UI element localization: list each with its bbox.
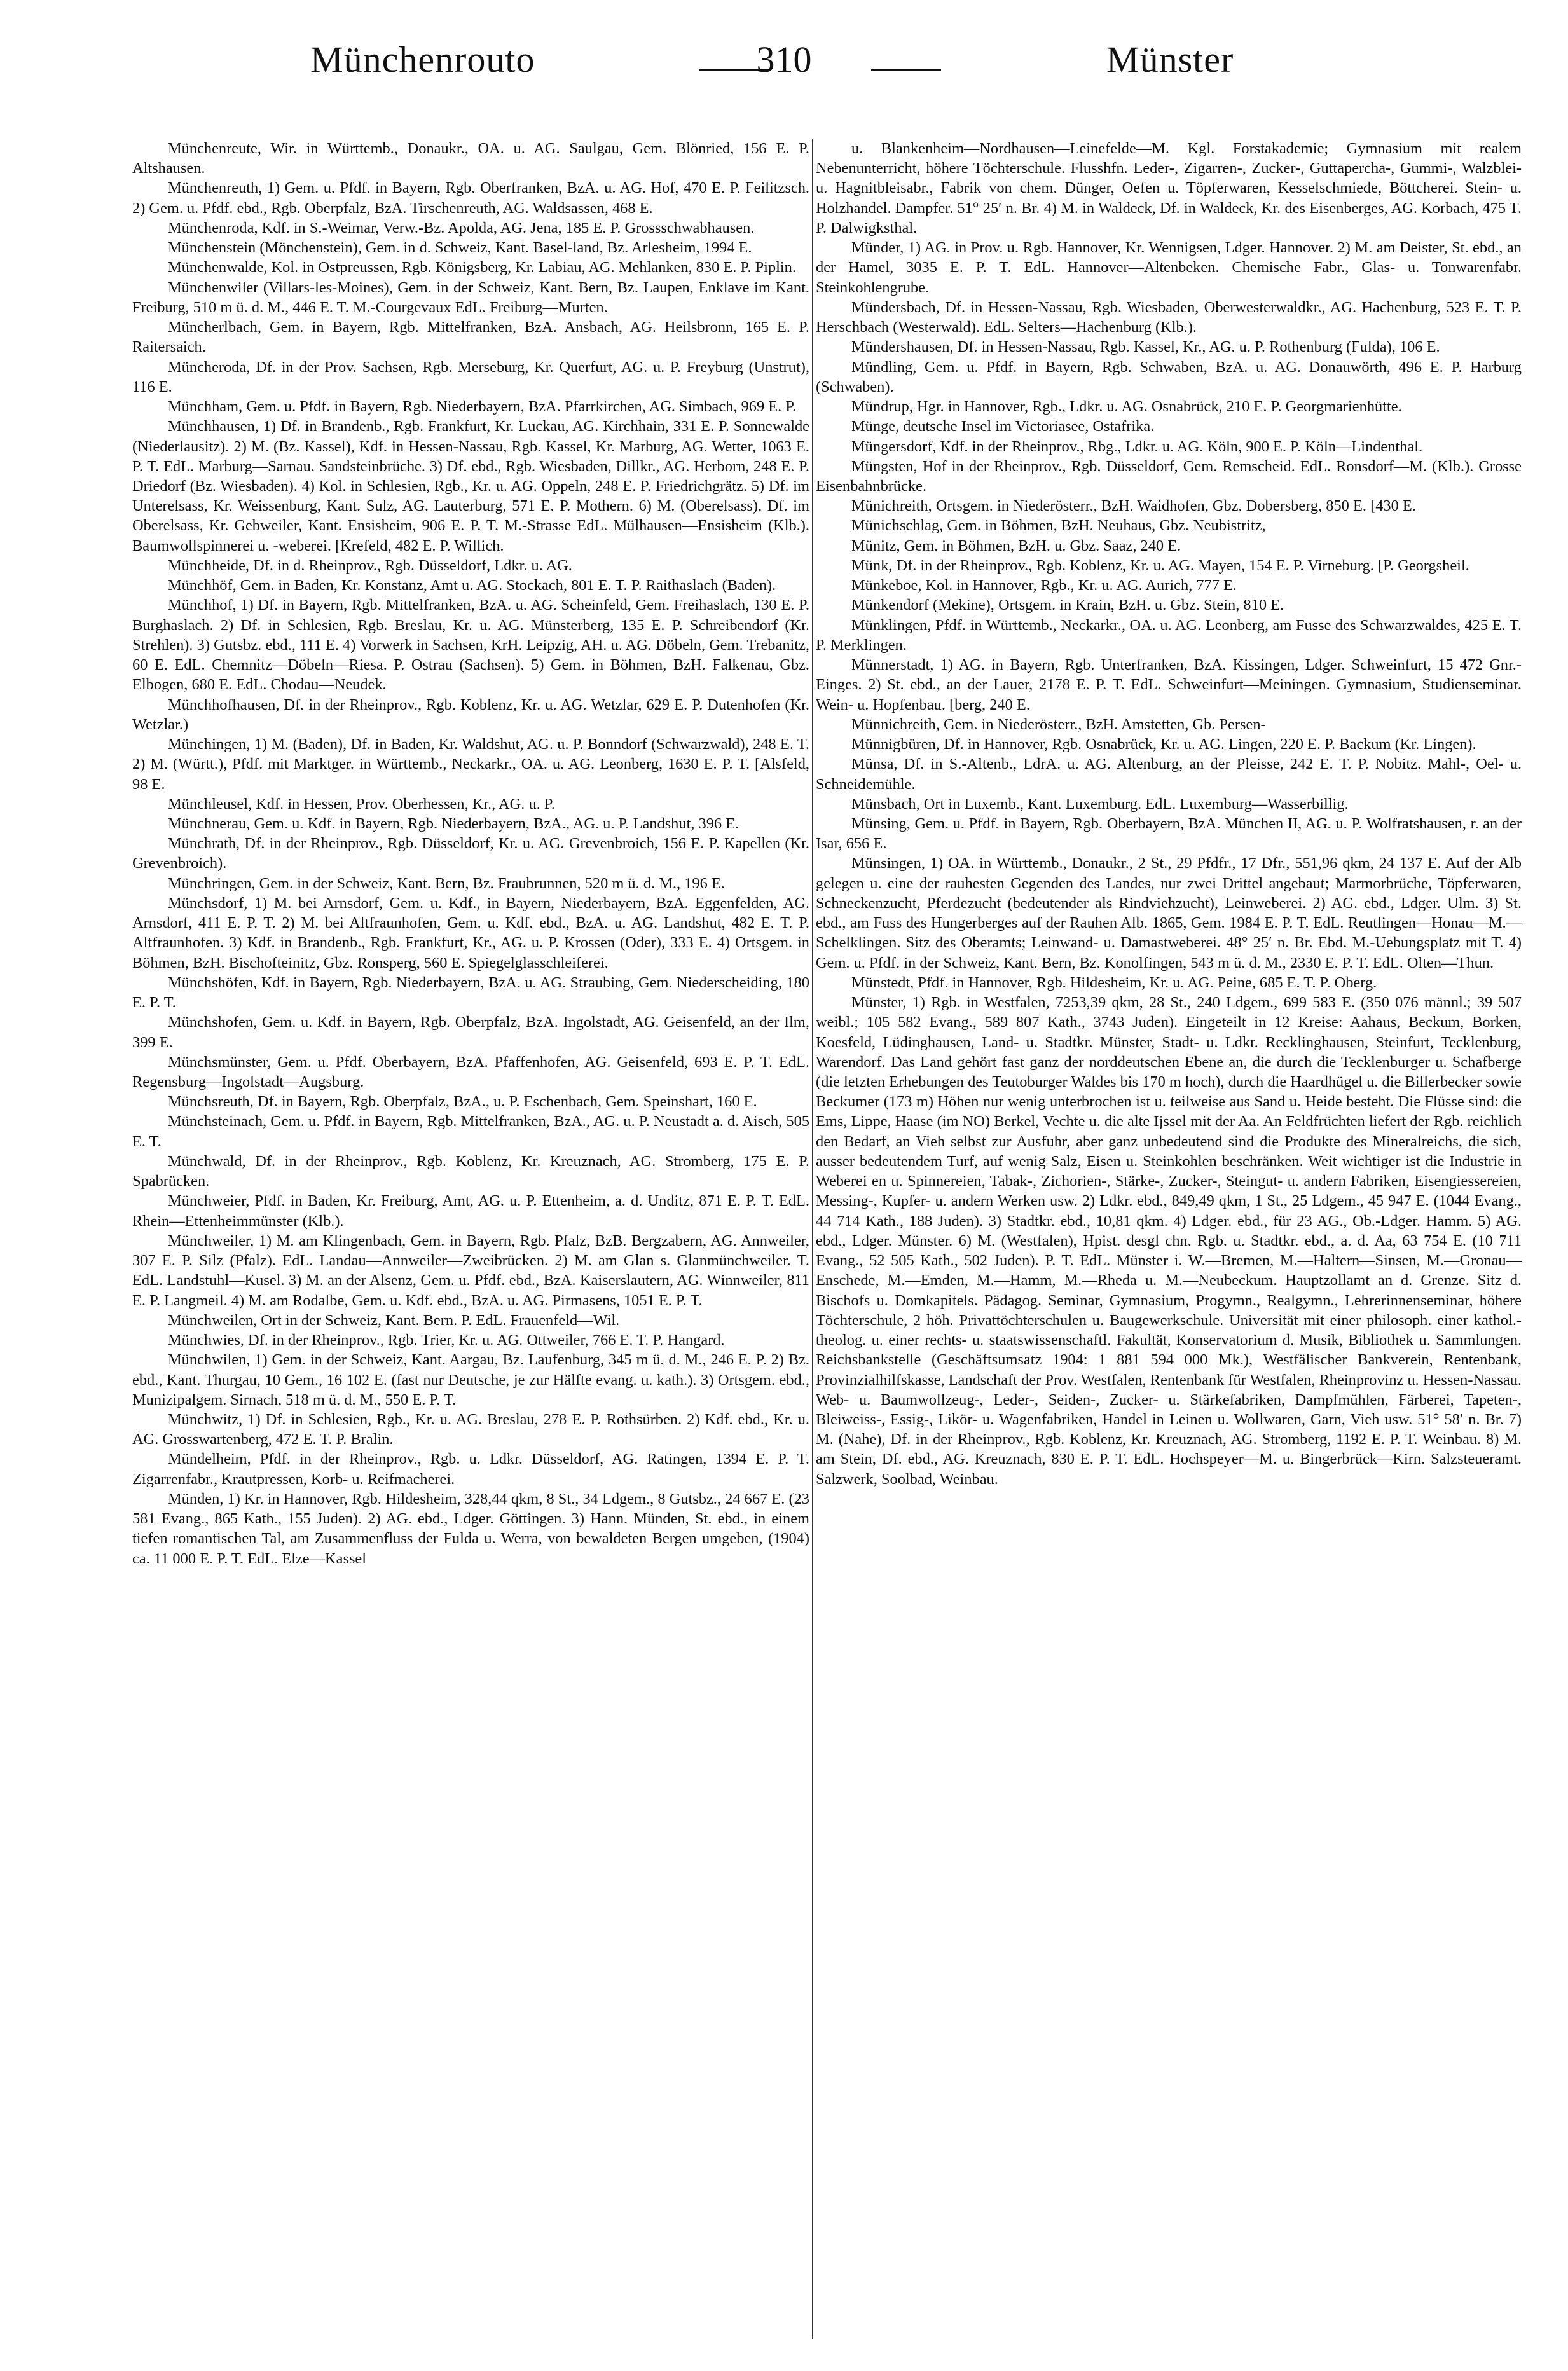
dictionary-entry: Münster, 1) Rgb. in Westfalen, 7253,39 qkm, 28 St., 240 Ldgem., 699 583 E. (350 076 männl.; 39 507 weibl.; 105 582 Evang., 589 807 Kath., 3743 Juden). Eingeteilt in 12 Kreise: Aahaus, Beckum, Borken, Koesfeld, Lüdinghausen, Land- u. Stadtkr. Münster, Stadt- u. Ldkr. Recklinghausen, Steinfurt, Tecklenburg, Warendorf. Das Land gehört fast ganz der norddeutschen Ebene an, die durch die Tecklenburger u. Schafberge (die letzten Erhebungen des Teutoburger Waldes bis 170 m hoch), durch die Haardhügel u. die Billerbecker sowie Beckumer (173 m) Höhen nur wenig unterbrochen ist u. teilweise aus Sand u. Heide besteht. Die Flüsse sind: die Ems, Lippe, Haase (im NO) Berkel, Vechte u. die alte Ijssel mit der Aa. An Feldfrüchten liefert der Rgb. reichlich den Bedarf, an Vieh selbst zur Ausfuhr, aber ganz unbedeutend sind die Produkte des Mineralreichs, die sich, ausser bedeutendem Turf, auf wenig Salz, Eisen u. Steinkohlen beschränken. Weit wichtiger ist die Industrie in Weberei en u. Spinnereien, Tabak-, Zichorien-, Stärke-, Zucker-, Steingut- u. andern Fabriken, Eisengiessereien, Messing-, Kupfer- u. andern Werken usw. 2) Ldkr. ebd., 849,49 qkm, 1 St., 25 Ldgem., 45 947 E. (1044 Evang., 44 714 Kath., 188 Juden). 3) Stadtkr. ebd., 10,81 qkm. 4) Ldger. ebd., für 23 AG., Ob.-Ldger. Hamm. 5) AG. ebd., Ldger. Münster. 6) M. (Westfalen), Hpist. desgl chn. Rgb. u. Stadtkr. ebd., a. d. Aa, 63 754 E. (10 711 Evang., 52 505 Kath., 502 Juden). P. T. EdL. Münster i. W.—Bremen, M.—Haltern—Sinsen, M.—Gronau—Enschede, M.—Emden, M.—Hamm, M.—Rheda u. M.—Neubeckum. Hauptzollamt an d. Grenze. Sitz d. Bischofs u. Domkapitels. Pädagog. Seminar, Gymnasium, Progymn., Realgymn., Lehrerinnenseminar, höhere Töchterschule, 2 höh. Privattöchterschulen u. Baugewerkschule. Universität mit einer philosoph. einer kathol.-theolog. u. einer rechts- u. staatswissenschaftl. Fakultät, Konservatorium d. Musik, Bibliothek u. Sammlungen. Reichsbankstelle (Geschäftsumsatz 1904: 1 881 594 000 Mk.), Westfälischer Bankverein, Rentenbank, Provinzialhilfskasse, Landschaft der Prov. Westfalen, Rentenbank für Westfalen, Rheinprovinz u. Hessen-Nassau. Web- u. Baumwollzeug-, Leder-, Seiden-, Zucker- u. Stärkefabriken, Dampfmühlen, Färberei, Tapeten-, Bleiweiss-, Essig-, Likör- u. Wagenfabriken, Handel in Leinen u. Wollwaren, Garn, Vieh usw. 51° 58′ n. Br. 7) M. (Nahe), Df. in der Rheinprov., Rgb. Koblenz, Kr. Kreuznach, AG. Stromberg, 1192 E. P. T. Weinbau. 8) M. am Stein, Df. ebd., AG. Kreuznach, 830 E. P. T. EdL. Hochspeyer—M. u. Bingerbrück—Kirn. Salzsteueramt. Salzwerk, Soolbad, Weinbau. xyxy=(816,994,1522,1488)
dictionary-entry: Münchweilen, Ort in der Schweiz, Kant. Bern. P. EdL. Frauenfeld—Wil. xyxy=(168,1311,620,1329)
dictionary-entry: Münchenreute, Wir. in Württemb., Donaukr., OA. u. AG. Saulgau, Gem. Blönried, 156 E. P. Altshausen. xyxy=(132,140,809,177)
dictionary-entry: Münsbach, Ort in Luxemb., Kant. Luxemburg. EdL. Luxemburg—Wasserbillig. xyxy=(851,795,1349,813)
dictionary-entry: Münchwitz, 1) Df. in Schlesien, Rgb., Kr. u. AG. Breslau, 278 E. P. Rothsürben. 2) Kdf. ebd., Kr. u. AG. Grosswartenberg, 472 E. T. P. Bralin. xyxy=(132,1411,809,1448)
dictionary-entry: Münchwies, Df. in der Rheinprov., Rgb. Trier, Kr. u. AG. Ottweiler, 766 E. T. P. Hangard. xyxy=(168,1331,725,1349)
dictionary-entry: u. Blankenheim—Nordhausen—Leinefelde—M. Kgl. Forstakademie; Gymnasium mit realem Nebenunterricht, höhere Töchterschule. Flusshfn. Leder-, Zigarren-, Zucker-, Guttapercha-, Gummi-, Walzblei- u. Hagnitbleisabr., Fabrik von chem. Dünger, Oefen u. Töpferwaren, Kesselschmiede, Böttcherei. Stein- u. Holzhandel. Dampfer. 51° 25′ n. Br. 4) M. in Waldeck, Df. in Waldeck, Kr. des Eisenberges, AG. Korbach, 475 T. P. Dalwigksthal. xyxy=(816,140,1522,237)
dictionary-entry: Münnerstadt, 1) AG. in Bayern, Rgb. Unterfranken, BzA. Kissingen, Ldger. Schweinfurt, 15 472 Gnr.-Einges. 2) St. ebd., an der Lauer, 2178 E. P. T. EdL. Schweinfurt—Meiningen. Gymnasium, Studienseminar. Wein- u. Hopfenbau. [berg, 240 E. xyxy=(816,656,1522,713)
header-left-keyword: Münchenrouto xyxy=(310,39,535,80)
dictionary-entry: Münklingen, Pfdf. in Württemb., Neckarkr., OA. u. AG. Leonberg, am Fusse des Schwarzwaldes, 425 E. T. P. Merklingen. xyxy=(816,616,1522,654)
dictionary-entry: Mündersbach, Df. in Hessen-Nassau, Rgb. Wiesbaden, Oberwesterwaldkr., AG. Hachenburg, 523 E. T. P. Herschbach (Westerwald). EdL. Selters—Hachenburg (Klb.). xyxy=(816,298,1522,336)
dictionary-entry: Münk, Df. in der Rheinprov., Rgb. Koblenz, Kr. u. AG. Mayen, 154 E. P. Virneburg. [P. Georgsheil. xyxy=(851,556,1469,574)
dictionary-entry: Münkendorf (Mekine), Ortsgem. in Krain, BzH. u. Gbz. Stein, 810 E. xyxy=(851,596,1284,614)
dictionary-entry: Münchingen, 1) M. (Baden), Df. in Baden, Kr. Waldshut, AG. u. P. Bonndorf (Schwarzwald), 248 E. T. 2) M. (Württ.), Pfdf. mit Marktger. in Württemb., Neckarkr., OA. u. AG. Leonberg, 1630 E. P. T. [Alsfeld, 98 E. xyxy=(132,736,809,793)
dictionary-entry: Münchenreuth, 1) Gem. u. Pfdf. in Bayern, Rgb. Oberfranken, BzA. u. AG. Hof, 470 E. P. Feilitzsch. 2) Gem. u. Pfdf. ebd., Rgb. Oberpfalz, BzA. Tirschenreuth, AG. Waldsassen, 468 E. xyxy=(132,179,809,217)
dictionary-entry: Münsa, Df. in S.-Altenb., LdrA. u. AG. Altenburg, an der Pleisse, 242 E. T. P. Nobitz. Mahl-, Oel- u. Schneidemühle. xyxy=(816,755,1522,793)
dictionary-entry: Münchweier, Pfdf. in Baden, Kr. Freiburg, Amt, AG. u. P. Ettenheim, a. d. Unditz, 871 E. P. T. EdL. Rhein—Ettenheimmünster (Klb.). xyxy=(132,1192,809,1230)
dictionary-entry: Münchenwalde, Kol. in Ostpreussen, Rgb. Königsberg, Kr. Labiau, AG. Mehlanken, 830 E. P. Piplin. xyxy=(168,259,796,277)
dictionary-entry: Münge, deutsche Insel im Victoriasee, Ostafrika. xyxy=(851,418,1155,436)
column-divider xyxy=(812,139,813,2339)
dictionary-entry: Münnigbüren, Df. in Hannover, Rgb. Osnabrück, Kr. u. AG. Lingen, 220 E. P. Backum (Kr. Lingen). xyxy=(851,736,1476,753)
dictionary-entry: Münchhöf, Gem. in Baden, Kr. Konstanz, Amt u. AG. Stockach, 801 E. T. P. Raithaslach (Baden). xyxy=(168,577,776,594)
right-column xyxy=(816,139,1522,2345)
dictionary-entry: Münkeboe, Kol. in Hannover, Rgb., Kr. u. AG. Aurich, 777 E. xyxy=(851,577,1237,594)
header-right-keyword: Münster xyxy=(1106,39,1234,80)
dictionary-entry: Müngersdorf, Kdf. in der Rheinprov., Rbg., Ldkr. u. AG. Köln, 900 E. P. Köln—Lindenthal. xyxy=(851,437,1423,455)
page-number: 310 xyxy=(756,39,812,80)
dictionary-entry: Münsing, Gem. u. Pfdf. in Bayern, Rgb. Oberbayern, BzA. München II, AG. u. P. Wolfratshausen, r. an der Isar, 656 E. xyxy=(816,814,1522,853)
dictionary-entry: Münchhausen, 1) Df. in Brandenb., Rgb. Frankfurt, Kr. Luckau, AG. Kirchhain, 331 E. P. Sonnewalde (Niederlausitz). 2) M. (Bz. Kassel), Kdf. in Hessen-Nassau, Rgb. Kassel, Kr. Marburg, AG. Wetter, 1063 E. P. T. EdL. Marburg—Sarnau. Sandsteinbrüche. 3) Df. ebd., Rgb. Wiesbaden, Dillkr., AG. Herborn, 248 E. P. Driedorf (Bz. Wiesbaden). 4) Kol. in Schlesien, Rgb., Kr. u. AG. Oppeln, 248 E. P. Friedrichgrätz. 5) Df. im Unterelsass, Kr. Weissenburg, Kant. Sulz, AG. Lauterburg, 571 E. P. Mothern. 6) M. (Oberelsass), Df. im Oberelsass, Kr. Gebweiler, Kant. Ensisheim, 906 E. P. T. M.-Strasse EdL. Mülhausen—Ensisheim (Klb.). Baumwollspinnerei u. -weberei. [Krefeld, 482 E. P. Willich. xyxy=(132,418,809,554)
page-header xyxy=(0,38,1568,108)
dictionary-entry: Mündling, Gem. u. Pfdf. in Bayern, Rgb. Schwaben, BzA. u. AG. Donauwörth, 496 E. P. Harburg (Schwaben). xyxy=(816,358,1522,395)
dictionary-entry: Münchleusel, Kdf. in Hessen, Prov. Oberhessen, Kr., AG. u. P. xyxy=(168,795,555,813)
dictionary-entry: Münchringen, Gem. in der Schweiz, Kant. Bern, Bz. Fraubrunnen, 520 m ü. d. M., 196 E. xyxy=(168,874,725,892)
dictionary-entry: Münichschlag, Gem. in Böhmen, BzH. Neuhaus, Gbz. Neubistritz, xyxy=(851,517,1266,535)
dictionary-entry: Münstedt, Pfdf. in Hannover, Rgb. Hildesheim, Kr. u. AG. Peine, 685 E. T. P. Oberg. xyxy=(851,973,1377,991)
dictionary-entry: Münchenstein (Mönchenstein), Gem. in d. Schweiz, Kant. Basel-land, Bz. Arlesheim, 1994 E. xyxy=(168,239,752,257)
dictionary-entry: Münitz, Gem. in Böhmen, BzH. u. Gbz. Saaz, 240 E. xyxy=(851,537,1181,554)
header-dash-right xyxy=(871,69,941,71)
dictionary-entry: Münchhof, 1) Df. in Bayern, Rgb. Mittelfranken, BzA. u. AG. Scheinfeld, Gem. Freihaslach, 130 E. P. Burghaslach. 2) Df. in Schlesien, Rgb. Breslau, Kr. u. AG. Münsterberg, 135 E. P. Schreibendorf (Kr. Strehlen). 3) Gutsbz. ebd., 111 E. 4) Vorwerk in Sachsen, KrH. Leipzig, AH. u. AG. Döbeln, Gem. Trebanitz, 60 E. EdL. Chemnitz—Döbeln—Riesa. P. Ostrau (Sachsen). 5) Gem. in Böhmen, BzH. Falkenau, Gbz. Elbogen, 680 E. EdL. Chodau—Neudek. xyxy=(132,596,809,694)
dictionary-entry: Münichreith, Ortsgem. in Niederösterr., BzH. Waidhofen, Gbz. Dobersberg, 850 E. [430 E. xyxy=(851,497,1416,515)
dictionary-entry: Mündelheim, Pfdf. in der Rheinprov., Rgb. u. Ldkr. Düsseldorf, AG. Ratingen, 1394 E. P. T. Zigarrenfabr., Krautpressen, Korb- u. Reifmacherei. xyxy=(132,1450,809,1488)
dictionary-entry: Münchwilen, 1) Gem. in der Schweiz, Kant. Aargau, Bz. Laufenburg, 345 m ü. d. M., 246 E. P. 2) Bz. ebd., Kant. Thurgau, 10 Gem., 16 102 E. (fast nur Deutsche, je zur Hälfte evang. u. kath.). 3) Ortsgem. ebd., Munizipalgem. Sirnach, 518 m ü. d. M., 550 E. P. T. xyxy=(132,1351,809,1408)
dictionary-entry: Münchenwiler (Villars-les-Moines), Gem. in der Schweiz, Kant. Bern, Bz. Laupen, Enklave im Kant. Freiburg, 510 m ü. d. M., 446 E. T. M.-Courgevaux EdL. Freiburg—Murten. xyxy=(132,278,809,316)
dictionary-entry: Münden, 1) Kr. in Hannover, Rgb. Hildesheim, 328,44 qkm, 8 St., 34 Ldgem., 8 Gutsbz., 24 667 E. (23 581 Evang., 865 Kath., 155 Juden). 2) AG. ebd., Ldger. Göttingen. 3) Hann. Münden, St. ebd., in einem tiefen romantischen Tal, am Zusammenfluss der Fulda u. Werra, von bewaldeten Bergen umgeben, (1904) ca. 11 000 E. P. T. EdL. Elze—Kassel xyxy=(132,1490,809,1567)
dictionary-entry: Mündrup, Hgr. in Hannover, Rgb., Ldkr. u. AG. Osnabrück, 210 E. P. Georgmarienhütte. xyxy=(851,398,1402,416)
dictionary-entry: Münchenroda, Kdf. in S.-Weimar, Verw.-Bz. Apolda, AG. Jena, 185 E. P. Grossschwabhausen. xyxy=(168,219,755,237)
dictionary-entry: Münsingen, 1) OA. in Württemb., Donaukr., 2 St., 29 Pfdfr., 17 Dfr., 551,96 qkm, 24 137 E. Auf der Alb gelegen u. eine der rauhesten Gegenden des Landes, nur zwei Drittel angebaut; Marmorbrüche, Töpferwaren, Schneckenzucht, Pferdezucht (bedeutender als Rindviehzucht), Leinweberei. 2) AG. ebd., Ldger. Ulm. 3) St. ebd., am Fuss des Hungerberges auf der Rauhen Alb. 1865, Gem. 1984 E. P. T. EdL. Reutlingen—Honau—M.—Schelklingen. Sitz des Oberamts; Leinwand- u. Damastweberei. 48° 25′ n. Br. Ebd. M.-Uebungsplatz mit T. 4) Gem. u. Pfdf. in der Schweiz, Kant. Bern, Bz. Konolfingen, 543 m ü. d. M., 2330 E. P. T. EdL. Olten—Thun. xyxy=(816,855,1522,972)
dictionary-entry: Münchshöfen, Kdf. in Bayern, Rgb. Niederbayern, BzA. u. AG. Straubing, Gem. Niederscheiding, 180 E. P. T. xyxy=(132,973,809,1012)
dictionary-entry: Müngsten, Hof in der Rheinprov., Rgb. Düsseldorf, Gem. Remscheid. EdL. Ronsdorf—M. (Klb.). Grosse Eisenbahnbrücke. xyxy=(816,457,1522,495)
dictionary-entry: Münchrath, Df. in der Rheinprov., Rgb. Düsseldorf, Kr. u. AG. Grevenbroich, 156 E. P. Kapellen (Kr. Grevenbroich). xyxy=(132,835,809,872)
dictionary-entry: Münchsreuth, Df. in Bayern, Rgb. Oberpfalz, BzA., u. P. Eschenbach, Gem. Speinshart, 160 E. xyxy=(168,1093,757,1111)
dictionary-entry: Münder, 1) AG. in Prov. u. Rgb. Hannover, Kr. Wennigsen, Ldger. Hannover. 2) M. am Deister, St. ebd., an der Hamel, 3035 E. P. T. EdL. Hannover—Altenbeken. Chemische Fabr., Glas- u. Tonwarenfabr. Steinkohlengrube. xyxy=(816,239,1522,296)
dictionary-entry: Münchnerau, Gem. u. Kdf. in Bayern, Rgb. Niederbayern, BzA., AG. u. P. Landshut, 396 E. xyxy=(168,814,739,832)
dictionary-entry: Münchhofhausen, Df. in der Rheinprov., Rgb. Koblenz, Kr. u. AG. Wetzlar, 629 E. P. Dutenhofen (Kr. Wetzlar.) xyxy=(132,696,809,733)
dictionary-entry: Münchham, Gem. u. Pfdf. in Bayern, Rgb. Niederbayern, BzA. Pfarrkirchen, AG. Simbach, 969 E. P. xyxy=(168,398,797,416)
left-column xyxy=(132,139,809,2345)
dictionary-entry: Münchsdorf, 1) M. bei Arnsdorf, Gem. u. Kdf., in Bayern, Niederbayern, BzA. Eggenfelden, AG. Arnsdorf, 411 E. P. T. 2) M. bei Altfraunhofen, Gem. u. Kdf. ebd., BzA. u. AG. Landshut, 482 E. T. P. Altfraunhofen. 3) Kdf. in Brandenb., Rgb. Frankfurt, Kr., AG. u. P. Krossen (Oder), 333 E. 4) Ortsgem. in Böhmen, BzH. Bischofteinitz, Gbz. Ronsperg, 560 E. Spiegelglasschleiferei. xyxy=(132,894,809,972)
dictionary-entry: Münchwald, Df. in der Rheinprov., Rgb. Koblenz, Kr. Kreuznach, AG. Stromberg, 175 E. P. Spabrücken. xyxy=(132,1152,809,1190)
dictionary-entry: Münnichreith, Gem. in Niederösterr., BzH. Amstetten, Gb. Persen- xyxy=(851,715,1266,733)
dictionary-entry: Müncheroda, Df. in der Prov. Sachsen, Rgb. Merseburg, Kr. Querfurt, AG. u. P. Freyburg (Unstrut), 116 E. xyxy=(132,358,809,395)
dictionary-entry: Münchweiler, 1) M. am Klingenbach, Gem. in Bayern, Rgb. Pfalz, BzB. Bergzabern, AG. Annweiler, 307 E. P. Silz (Pfalz). EdL. Landau—Annweiler—Zweibrücken. 2) M. am Glan s. Glanmünchweiler. T. EdL. Landstuhl—Kusel. 3) M. an der Alsenz, Gem. u. Pfdf. ebd., BzA. Kaiserslautern, AG. Winnweiler, 811 E. P. Langmeil. 4) M. am Rodalbe, Gem. u. Kdf. ebd., BzA. u. AG. Pirmasens, 1051 E. P. T. xyxy=(132,1232,809,1309)
dictionary-entry: Müncherlbach, Gem. in Bayern, Rgb. Mittelfranken, BzA. Ansbach, AG. Heilsbronn, 165 E. P. Raitersaich. xyxy=(132,319,809,356)
dictionary-entry: Münchsteinach, Gem. u. Pfdf. in Bayern, Rgb. Mittelfranken, BzA., AG. u. P. Neustadt a. d. Aisch, 505 E. T. xyxy=(132,1113,809,1150)
dictionary-entry: Mündershausen, Df. in Hessen-Nassau, Rgb. Kassel, Kr., AG. u. P. Rothenburg (Fulda), 106 E. xyxy=(851,338,1440,356)
dictionary-entry: Münchsmünster, Gem. u. Pfdf. Oberbayern, BzA. Pfaffenhofen, AG. Geisenfeld, 693 E. P. T. EdL. Regensburg—Ingolstadt—Augsburg. xyxy=(132,1053,809,1091)
dictionary-entry: Münchheide, Df. in d. Rheinprov., Rgb. Düsseldorf, Ldkr. u. AG. xyxy=(168,556,572,574)
dictionary-entry: Münchshofen, Gem. u. Kdf. in Bayern, Rgb. Oberpfalz, BzA. Ingolstadt, AG. Geisenfeld, an der Ilm, 399 E. xyxy=(132,1014,809,1051)
